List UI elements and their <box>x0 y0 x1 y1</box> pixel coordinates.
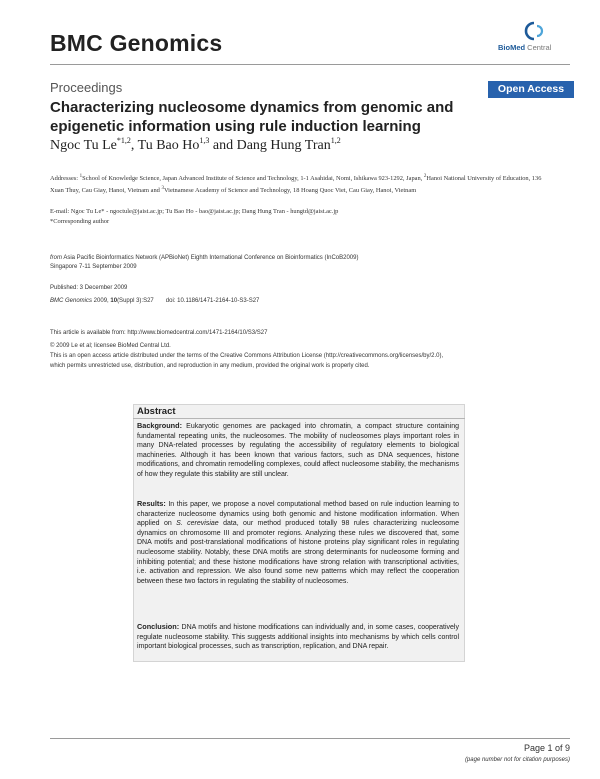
abstract-results: Results: In this paper, we propose a novel computational method based on rule induction learning to characterize nucleosome dynamics using both genomic and histone modification information. When applied on S. cerevisiae data, our method produced totally 98 rules characterizing nucleosome dynamics on chromosome III and promoter regions. Analyzing these rules we discovered that, some DNA motifs and post-translational modifications of histone proteins play significant roles in regulating nucleosome stability. Notably, these DNA motifs are strong determinants for nucleosome forming and inhibiting potential; and these histone modifications have strong relation with transcriptional activities, i.e. activation and repression. We also found some new patterns which may reflect the cooperation between these two factors in regulating the stability of nucleosomes. <box>137 499 459 585</box>
journal-name: BMC Genomics <box>50 30 223 56</box>
author-name: Ngoc Tu Le <box>50 138 117 153</box>
conference-line: from Asia Pacific Bioinformatics Network (APBioNet) Eighth International Conference on Bioinformatics (InCoB2009) <box>50 255 359 261</box>
abstract-heading: Abstract <box>137 406 176 417</box>
results-label: Results: <box>137 499 166 508</box>
header-rule <box>50 64 570 65</box>
footer-rule <box>50 738 570 739</box>
article-title: Characterizing nucleosome dynamics from genomic and epigenetic information using rule induction learning <box>50 99 454 135</box>
page-number-note: (page number not for citation purposes) <box>464 757 570 763</box>
author-affiliation: 1,3 <box>199 136 210 145</box>
biomed-central-logo <box>498 20 570 54</box>
author-name: Tu Bao Ho <box>137 138 200 153</box>
page-number: Page 1 of 9 <box>523 743 570 753</box>
published-date: Published: 3 December 2009 <box>50 285 128 291</box>
logo-text: BioMed Central <box>498 43 552 52</box>
abstract-conclusion: Conclusion: DNA motifs and histone modifications can individually and, in some cases, cooperatively regulate nucleosome stability. This suggests additional insights into mechanisms by which cells control important biological processes, such as transcription, replication, and DNA repair. <box>137 622 459 651</box>
author-addresses: Addresses: $^1$School of Knowledge Science, Japan Advanced Institute of Science and Technology, 1-1 Asahidai, Nomi, Ishikawa 923-1292, Japan, $^2$Hanoi National University of Education, 136 Xuan Thuy, Cau Giay, Hanoi, Vietnam and $^3$Vietnamese Academy of Science and Technology, 18 Hoang Quoc Viet, Cau Giay, Hanoi, Vietnam <box>50 174 542 194</box>
email-line: E-mail: Ngoc Tu Le* - ngoctule@jaist.ac.jp; Tu Bao Ho - bao@jaist.ac.jp; Dang Hung Tran - hungtd@jaist.ac.jp <box>50 208 339 215</box>
conclusion-label: Conclusion: <box>137 622 180 631</box>
background-label: Background: <box>137 421 182 430</box>
abstract-background: Background: Eukaryotic genomes are packaged into chromatin, a compact structure containing fundamental repeating units, the nucleosomes. The mobility of nucleosomes plays important roles in many DNA-related processes by regulating the accessibility of regulatory elements to biological machineries. Although it has been known that various factors, such as DNA sequences, histone modifications, and chromatin remodelling complexes, could affect nucleosome stability, the mechanisms of how they regulate this stability are still unclear. <box>137 421 459 478</box>
availability-line: This article is available from: http://www.biomedcentral.com/1471-2164/10/S3/S27 <box>50 330 268 336</box>
author-name: Dang Hung Tran <box>236 138 331 153</box>
biomed-central-logo-icon <box>520 20 544 42</box>
license-line-2: which permits unrestricted use, distribution, and reproduction in any medium, provided the original work is properly cited. <box>50 363 370 369</box>
open-access-badge: Open Access <box>488 81 574 98</box>
citation-line: BMC Genomics 2009, 10(Suppl 3):S27 doi: 10.1186/1471-2164-10-S3-S27 <box>50 298 260 304</box>
conference-location: Singapore 7-11 September 2009 <box>50 264 137 270</box>
corresponding-author: *Corresponding author <box>50 217 110 225</box>
abstract-rule <box>133 418 465 419</box>
author-affiliation: *1,2 <box>116 136 131 145</box>
author-affiliation: 1,2 <box>330 136 341 145</box>
author-emails <box>50 207 550 226</box>
license-line-1: This is an open access article distributed under the terms of the Creative Commons Attribution License (http://creativecommons.org/licenses/by/2.0), <box>50 353 444 359</box>
section-label: Proceedings <box>50 80 123 95</box>
copyright-line: © 2009 Le et al; licensee BioMed Central Ltd. <box>50 343 171 349</box>
author-list: Ngoc Tu Le$^{*1,2}$, Tu Bao Ho$^{1,3}$ and Dang Hung Tran$^{1,2}$ <box>50 136 341 153</box>
